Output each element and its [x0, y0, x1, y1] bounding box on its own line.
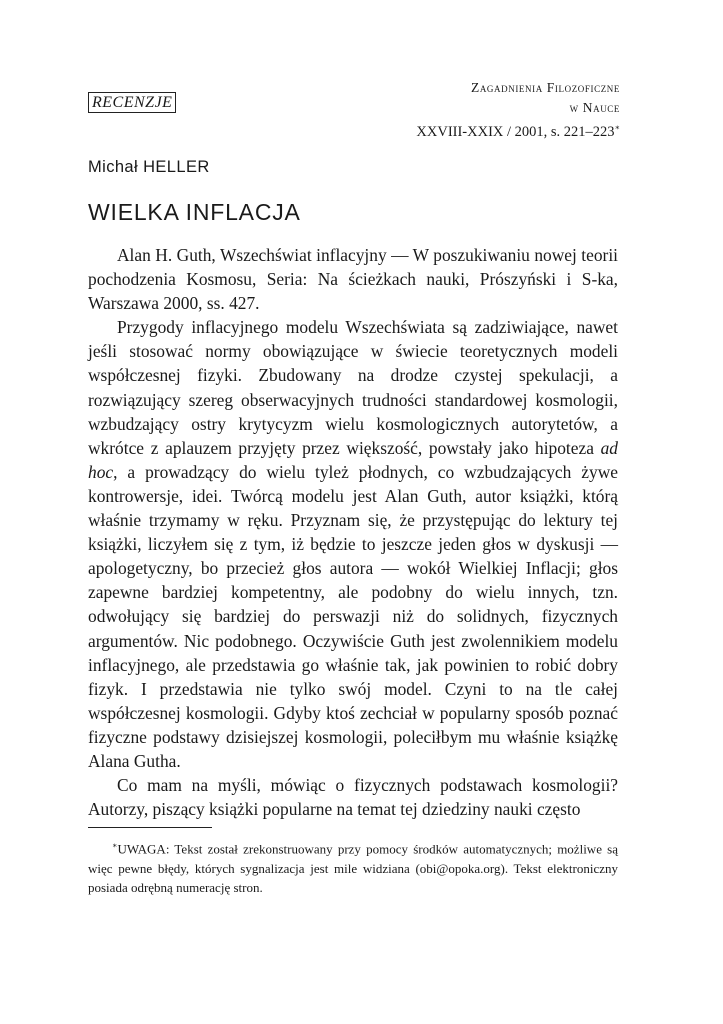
paragraph-book-reference: Alan H. Guth, Wszechświat inflacyjny — W poszukiwaniu nowej teorii pochodzenia Kosmosu, Seria: Na ścieżkach nauki, Prószyński i S-ka, Warszawa 2000, ss. 427.	[88, 245, 618, 314]
issue-text: XXVIII-XXIX / 2001, s. 221–223	[416, 123, 615, 140]
issue-info	[416, 118, 620, 142]
section-label: RECENZJE	[88, 92, 176, 113]
footnote-mark: ∗	[112, 841, 118, 850]
journal-name-line2: w Nauce	[569, 100, 620, 115]
article-author: Michał HELLER	[88, 158, 210, 176]
footnote-text: UWAGA: Tekst został zrekonstruowany przy pomocy środków automatycznych; możliwe są więc pewne błędy, których sygnalizacja jest mile widziana (obi@opoka.org). Tekst elektroniczny posiada odrębną numerację stron.	[88, 841, 618, 895]
italic-term: ad hoc	[88, 437, 618, 482]
footnote	[88, 836, 618, 897]
paragraph-main	[88, 315, 618, 773]
issue-footnote-mark: ∗	[614, 123, 620, 132]
paragraph-text-part: , a prowadzący do wielu tyleż płodnych, co wzbudzających żywe kontrowersje, idei. Twórcą modelu jest Alan Guth, autor książki, którą właśnie trzymamy w ręku. Przyznam się, że przystępując do lektury tej książki, liczyłem się z tym, iż będzie to jeszcze jeden głos w dyskusji — apologetyczny, bo przecież głos autora — wokół Wielkiej Inflacji; głos zapewne bardziej kompetentny, ale podobny do wielu innych, tzn. odwołujący się bardziej do perswazji niż do solidnych, fizycznych argumentów. Nic podobnego. Oczywiście Guth jest zwolennikiem modelu inflacyjnego, ale przedstawia go właśnie tak, jak powinien to robić dobry fizyk. I przedstawia nie tylko swój model. Czyni to na tle całej współczesnej kosmologii. Gdyby ktoś zechciał w popularny sposób poznać fizyczne podstawy dzisiejszej kosmologii, poleciłbym mu właśnie książkę Alana Gutha.	[88, 461, 618, 771]
paragraph-text-part: Przygody inflacyjnego modelu Wszechświata są zadziwiające, nawet jeśli stosować normy obowiązujące w świecie teoretycznych modeli współczesnej fizyki. Zbudowany na drodze czystej spekulacji, a rozwiązujący szereg obserwacyjnych trudności standardowej kosmologii, wzbudzający ostry krytycyzm wielu kosmologicznych autorytetów, a wkrótce z aplauzem przyjęty przez większość, powstały jako hipoteza	[88, 317, 618, 458]
article-body	[88, 243, 618, 821]
journal-name-line1: Zagadnienia Filozoficzne	[470, 80, 620, 95]
footnote-divider	[88, 827, 212, 828]
paragraph-continuation: Co mam na myśli, mówiąc o fizycznych podstawach kosmologii? Autorzy, piszący książki popularne na temat tej dziedziny nauki często	[88, 775, 618, 820]
article-title: WIELKA INFLACJA	[88, 199, 301, 225]
journal-header	[416, 78, 620, 142]
